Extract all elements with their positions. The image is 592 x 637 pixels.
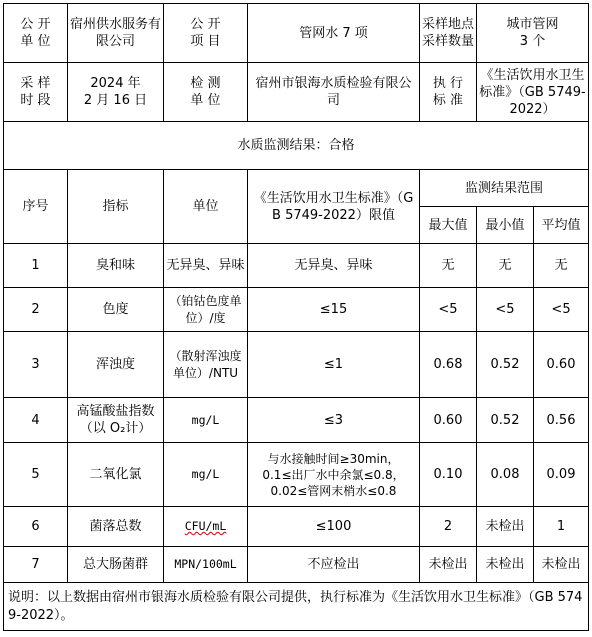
water-quality-table (3, 3, 589, 631)
cell-max: 未检出 (420, 547, 477, 583)
col-limit: 《生活饮用水卫生标准》（GB 5749-2022）限值 (248, 170, 420, 244)
cell-indicator: 菌落总数 (68, 507, 164, 547)
cell-seq: 4 (4, 398, 68, 443)
cell-indicator: 二氧化氯 (68, 443, 164, 507)
table-row (4, 443, 589, 507)
cell-min: 未检出 (477, 547, 534, 583)
table-row (4, 398, 589, 443)
result-row (4, 122, 589, 170)
header-label: 公 开 项 目 (164, 4, 248, 63)
cell-indicator: 色度 (68, 288, 164, 332)
cell-limit: ≤1 (248, 332, 420, 398)
cell-seq: 2 (4, 288, 68, 332)
cell-indicator: 总大肠菌群 (68, 547, 164, 583)
header-row-2 (4, 63, 589, 122)
cell-max: 0.60 (420, 398, 477, 443)
footnote: 说明：以上数据由宿州市银海水质检验有限公司提供，执行标准为《生活饮用水卫生标准》（GB 5749-2022）。 (4, 583, 589, 631)
col-max: 最大值 (420, 207, 477, 244)
table-row (4, 244, 589, 288)
col-unit: 单位 (164, 170, 248, 244)
cell-limit: ≤100 (248, 507, 420, 547)
col-min: 最小值 (477, 207, 534, 244)
cell-min: 0.52 (477, 332, 534, 398)
cell-avg: 无 (534, 244, 589, 288)
cell-seq: 6 (4, 507, 68, 547)
header-row-1 (4, 4, 589, 63)
cell-seq: 1 (4, 244, 68, 288)
header-value: 宿州市银海水质检验有限公司 (248, 63, 420, 122)
cell-unit: mg/L (164, 443, 248, 507)
cell-indicator: 浑浊度 (68, 332, 164, 398)
cell-max: 无 (420, 244, 477, 288)
cell-min: 0.52 (477, 398, 534, 443)
cell-max: 0.10 (420, 443, 477, 507)
col-seq: 序号 (4, 170, 68, 244)
cell-avg: <5 (534, 288, 589, 332)
header-label: 采 样 时 段 (4, 63, 68, 122)
cell-unit: MPN/100mL (164, 547, 248, 583)
cell-limit: 不应检出 (248, 547, 420, 583)
cell-unit: 无异臭、异味 (164, 244, 248, 288)
table-row (4, 507, 589, 547)
cell-avg: 1 (534, 507, 589, 547)
header-value: 2024 年 2 月 16 日 (68, 63, 164, 122)
cell-max: 2 (420, 507, 477, 547)
cell-max: 0.68 (420, 332, 477, 398)
header-label: 采样地点 采样数量 (420, 4, 477, 63)
cell-indicator: 臭和味 (68, 244, 164, 288)
header-value: 宿州供水服务有限公司 (68, 4, 164, 63)
cell-indicator: 高锰酸盐指数（以 O₂计） (68, 398, 164, 443)
cell-unit: mg/L (164, 398, 248, 443)
column-header-row-1 (4, 170, 589, 207)
cell-min: 未检出 (477, 507, 534, 547)
header-value: 《生活饮用水卫生标准》（GB 5749-2022） (477, 63, 589, 122)
cell-min: 无 (477, 244, 534, 288)
cell-seq: 3 (4, 332, 68, 398)
header-label: 执 行 标 准 (420, 63, 477, 122)
cell-seq: 5 (4, 443, 68, 507)
cell-limit: 与水接触时间≥30min， 0.1≤出厂水中余氯≤0.8， 0.02≤管网末梢水≤0.8 (248, 443, 420, 507)
cell-limit: ≤15 (248, 288, 420, 332)
header-value: 管网水 7 项 (248, 4, 420, 63)
table-row (4, 547, 589, 583)
cell-avg: 0.09 (534, 443, 589, 507)
cell-avg: 未检出 (534, 547, 589, 583)
cell-unit (164, 507, 248, 547)
cell-seq: 7 (4, 547, 68, 583)
cell-max: <5 (420, 288, 477, 332)
cell-avg: 0.56 (534, 398, 589, 443)
header-label: 公 开 单 位 (4, 4, 68, 63)
cell-limit: 无异臭、异味 (248, 244, 420, 288)
header-value: 城市管网 3 个 (477, 4, 589, 63)
col-range: 监测结果范围 (420, 170, 589, 207)
table-row (4, 332, 589, 398)
result-line: 水质监测结果：合格 (4, 122, 589, 170)
cell-avg: 0.60 (534, 332, 589, 398)
col-indicator: 指标 (68, 170, 164, 244)
col-avg: 平均值 (534, 207, 589, 244)
note-row (4, 583, 589, 631)
cell-unit: （散射浑浊度单位）/NTU (164, 332, 248, 398)
cell-unit-text: CFU/mL (184, 519, 227, 533)
table-row (4, 288, 589, 332)
cell-min: <5 (477, 288, 534, 332)
header-label: 检 测 单 位 (164, 63, 248, 122)
cell-limit: ≤3 (248, 398, 420, 443)
cell-min: 0.08 (477, 443, 534, 507)
cell-unit: （铂钴色度单位）/度 (164, 288, 248, 332)
